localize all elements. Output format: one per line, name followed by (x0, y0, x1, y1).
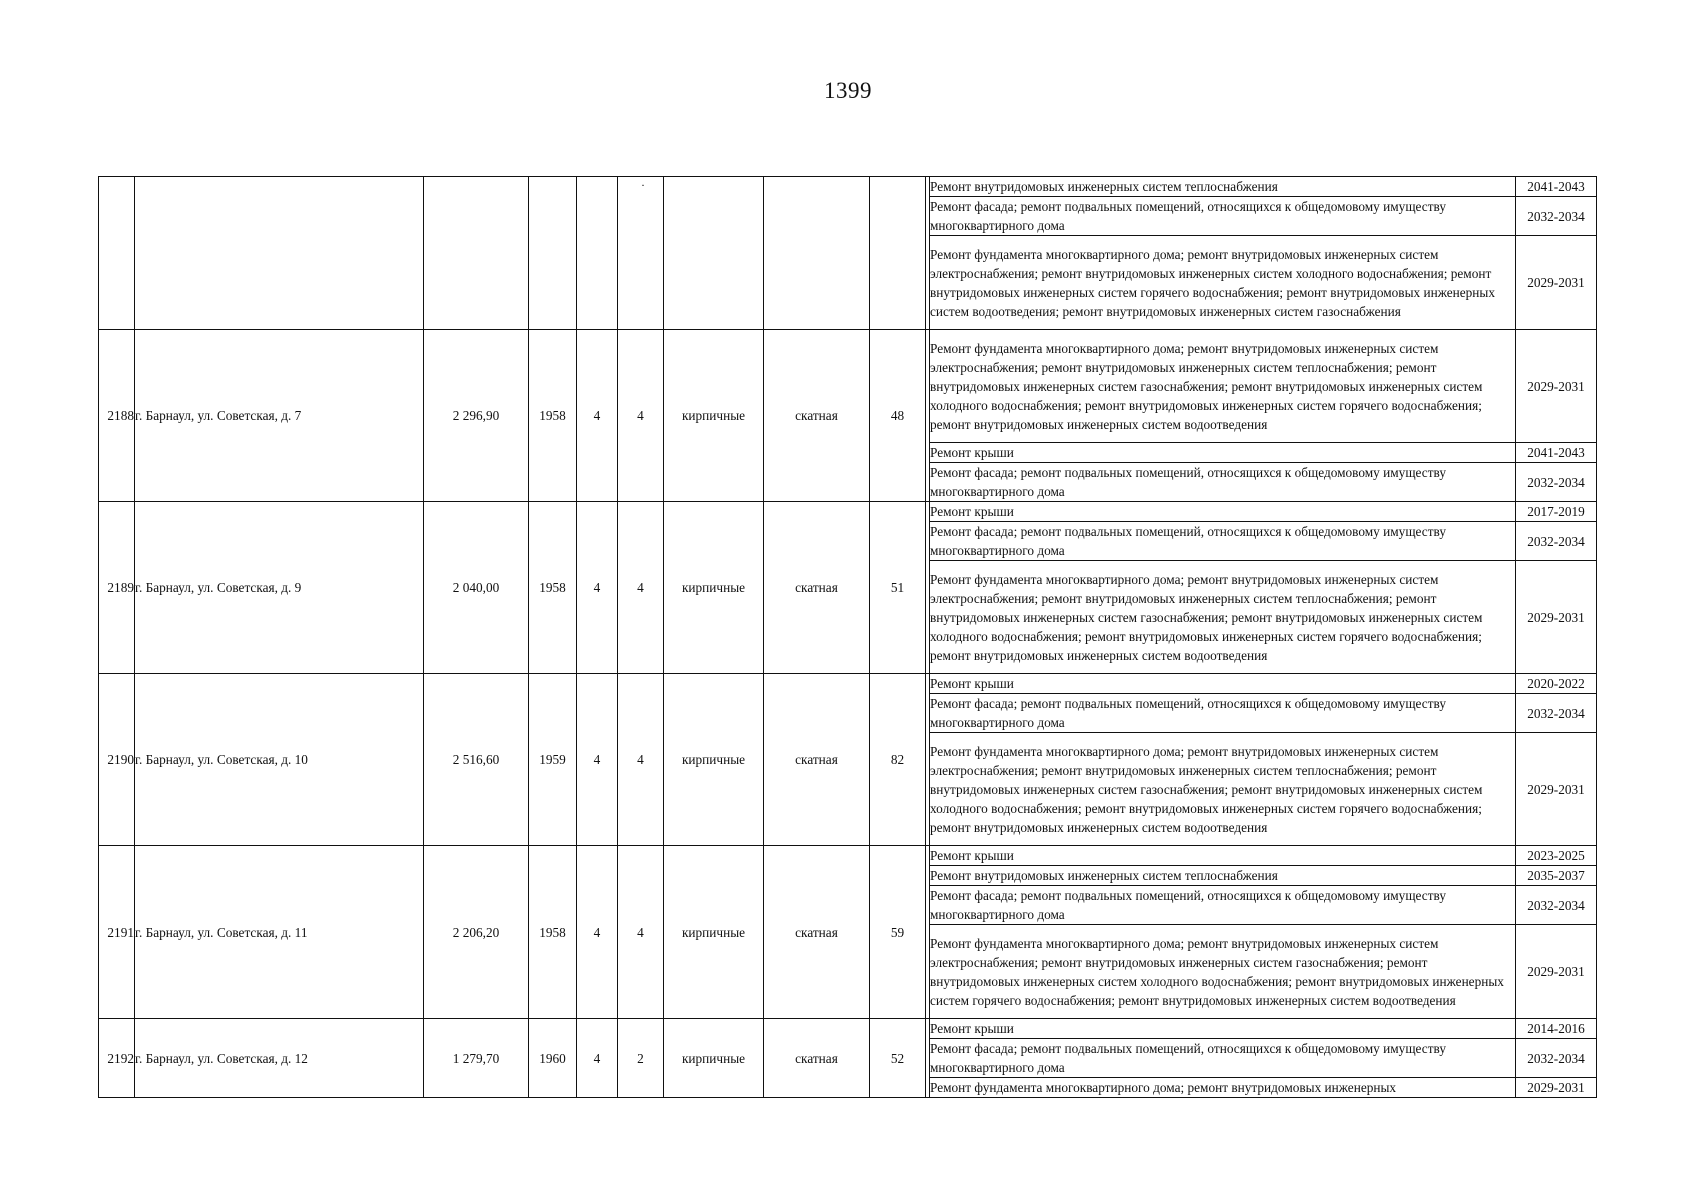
cell-area: 2 516,60 (424, 674, 529, 846)
cell-floors: 4 (577, 674, 618, 846)
cell-period: 2032-2034 (1516, 522, 1597, 561)
cell-number: 2189 (99, 502, 135, 674)
cell-period: 2020-2022 (1516, 674, 1597, 694)
cell-entrances: 4 (618, 330, 664, 502)
cell-number (99, 177, 135, 330)
cell-residents (870, 177, 926, 330)
cell-walls: кирпичные (664, 674, 764, 846)
cell-walls: кирпичные (664, 1019, 764, 1098)
cell-area: 2 296,90 (424, 330, 529, 502)
cell-year (529, 177, 577, 330)
cell-period: 2029-2031 (1516, 236, 1597, 330)
cell-roof: скатная (764, 502, 870, 674)
table-row (99, 177, 1597, 197)
cell-work-type: Ремонт внутридомовых инженерных систем теплоснабжения (930, 866, 1516, 886)
cell-year: 1958 (529, 330, 577, 502)
cell-work-type: Ремонт фасада; ремонт подвальных помещений, относящихся к общедомовому имуществу многоквартирного дома (930, 522, 1516, 561)
cell-year: 1958 (529, 846, 577, 1019)
cell-period: 2032-2034 (1516, 463, 1597, 502)
cell-year: 1958 (529, 502, 577, 674)
cell-entrances (618, 177, 664, 330)
table-row (99, 502, 1597, 522)
cell-period: 2029-2031 (1516, 330, 1597, 443)
cell-roof: скатная (764, 674, 870, 846)
cell-work-type: Ремонт фасада; ремонт подвальных помещений, относящихся к общедомовому имуществу многоквартирного дома (930, 197, 1516, 236)
cell-area: 2 040,00 (424, 502, 529, 674)
cell-period: 2017-2019 (1516, 502, 1597, 522)
cell-roof: скатная (764, 330, 870, 502)
cell-work-type: Ремонт фасада; ремонт подвальных помещений, относящихся к общедомовому имуществу многоквартирного дома (930, 694, 1516, 733)
cell-work-type: Ремонт фасада; ремонт подвальных помещений, относящихся к общедомовому имуществу многоквартирного дома (930, 1039, 1516, 1078)
cell-entrances: 4 (618, 502, 664, 674)
cell-walls (664, 177, 764, 330)
cell-number: 2188 (99, 330, 135, 502)
cell-work-type: Ремонт крыши (930, 846, 1516, 866)
cell-period: 2032-2034 (1516, 1039, 1597, 1078)
table-row (99, 846, 1597, 866)
cell-address: г. Барнаул, ул. Советская, д. 10 (135, 674, 424, 846)
table-row (99, 674, 1597, 694)
cell-number: 2192 (99, 1019, 135, 1098)
cell-period: 2014-2016 (1516, 1019, 1597, 1039)
cell-residents: 82 (870, 674, 926, 846)
cell-work-type: Ремонт фундамента многоквартирного дома; ремонт внутридомовых инженерных (930, 1078, 1516, 1098)
cell-work-type: Ремонт фасада; ремонт подвальных помещений, относящихся к общедомовому имуществу многоквартирного дома (930, 463, 1516, 502)
cell-year: 1960 (529, 1019, 577, 1098)
cell-walls: кирпичные (664, 846, 764, 1019)
cell-residents: 51 (870, 502, 926, 674)
cell-period: 2023-2025 (1516, 846, 1597, 866)
cell-address: г. Барнаул, ул. Советская, д. 9 (135, 502, 424, 674)
cell-residents: 59 (870, 846, 926, 1019)
cell-floors: 4 (577, 502, 618, 674)
cell-area: 2 206,20 (424, 846, 529, 1019)
table-body (99, 177, 1597, 1098)
page-number: 1399 (824, 78, 872, 103)
table-row (99, 330, 1597, 443)
cell-area: 1 279,70 (424, 1019, 529, 1098)
cell-work-type: Ремонт крыши (930, 674, 1516, 694)
cell-entrances: 4 (618, 674, 664, 846)
cell-entrances: 2 (618, 1019, 664, 1098)
cell-entrances: 4 (618, 846, 664, 1019)
cell-address: г. Барнаул, ул. Советская, д. 11 (135, 846, 424, 1019)
cell-address: г. Барнаул, ул. Советская, д. 7 (135, 330, 424, 502)
cell-floors: 4 (577, 330, 618, 502)
table-row (99, 1019, 1597, 1039)
cell-year: 1959 (529, 674, 577, 846)
cell-period: 2029-2031 (1516, 925, 1597, 1019)
cell-area (424, 177, 529, 330)
cell-roof: скатная (764, 846, 870, 1019)
cell-number: 2190 (99, 674, 135, 846)
scan-dot: · (641, 178, 645, 192)
cell-period: 2041-2043 (1516, 177, 1597, 197)
cell-number: 2191 (99, 846, 135, 1019)
cell-period: 2032-2034 (1516, 694, 1597, 733)
cell-address: г. Барнаул, ул. Советская, д. 12 (135, 1019, 424, 1098)
cell-period: 2032-2034 (1516, 886, 1597, 925)
cell-floors: 4 (577, 846, 618, 1019)
cell-period: 2029-2031 (1516, 1078, 1597, 1098)
cell-work-type: Ремонт фундамента многоквартирного дома; ремонт внутридомовых инженерных систем электроснабжения; ремонт внутридомовых инженерных систем теплоснабжения; ремонт внутридомовых инженерных систем газоснабжения; ремонт внутридомовых инженерных систем холодного водоснабжения; ремонт внутридомовых инженерных систем горячего водоснабжения; ремонт внутридомовых инженерных систем водоотведения (930, 561, 1516, 674)
cell-work-type: Ремонт крыши (930, 1019, 1516, 1039)
cell-work-type: Ремонт фундамента многоквартирного дома; ремонт внутридомовых инженерных систем электроснабжения; ремонт внутридомовых инженерных систем теплоснабжения; ремонт внутридомовых инженерных систем газоснабжения; ремонт внутридомовых инженерных систем холодного водоснабжения; ремонт внутридомовых инженерных систем горячего водоснабжения; ремонт внутридомовых инженерных систем водоотведения (930, 330, 1516, 443)
cell-work-type: Ремонт фасада; ремонт подвальных помещений, относящихся к общедомовому имуществу многоквартирного дома (930, 886, 1516, 925)
cell-work-type: Ремонт внутридомовых инженерных систем теплоснабжения (930, 177, 1516, 197)
cell-walls: кирпичные (664, 330, 764, 502)
cell-roof (764, 177, 870, 330)
cell-floors (577, 177, 618, 330)
cell-residents: 48 (870, 330, 926, 502)
cell-period: 2035-2037 (1516, 866, 1597, 886)
cell-roof: скатная (764, 1019, 870, 1098)
cell-work-type: Ремонт фундамента многоквартирного дома; ремонт внутридомовых инженерных систем электроснабжения; ремонт внутридомовых инженерных систем холодного водоснабжения; ремонт внутридомовых инженерных систем горячего водоснабжения; ремонт внутридомовых инженерных систем водоотведения; ремонт внутридомовых инженерных систем газоснабжения (930, 236, 1516, 330)
cell-work-type: Ремонт крыши (930, 502, 1516, 522)
cell-period: 2041-2043 (1516, 443, 1597, 463)
cell-period: 2032-2034 (1516, 197, 1597, 236)
cell-residents: 52 (870, 1019, 926, 1098)
cell-floors: 4 (577, 1019, 618, 1098)
cell-period: 2029-2031 (1516, 561, 1597, 674)
cell-work-type: Ремонт фундамента многоквартирного дома; ремонт внутридомовых инженерных систем электроснабжения; ремонт внутридомовых инженерных систем газоснабжения; ремонт внутридомовых инженерных систем холодного водоснабжения; ремонт внутридомовых инженерных систем горячего водоснабжения; ремонт внутридомовых инженерных систем водоотведения (930, 925, 1516, 1019)
cell-period: 2029-2031 (1516, 733, 1597, 846)
repair-schedule-table (98, 176, 1597, 1098)
cell-work-type: Ремонт крыши (930, 443, 1516, 463)
cell-address (135, 177, 424, 330)
cell-walls: кирпичные (664, 502, 764, 674)
cell-work-type: Ремонт фундамента многоквартирного дома; ремонт внутридомовых инженерных систем электроснабжения; ремонт внутридомовых инженерных систем теплоснабжения; ремонт внутридомовых инженерных систем газоснабжения; ремонт внутридомовых инженерных систем холодного водоснабжения; ремонт внутридомовых инженерных систем горячего водоснабжения; ремонт внутридомовых инженерных систем водоотведения (930, 733, 1516, 846)
